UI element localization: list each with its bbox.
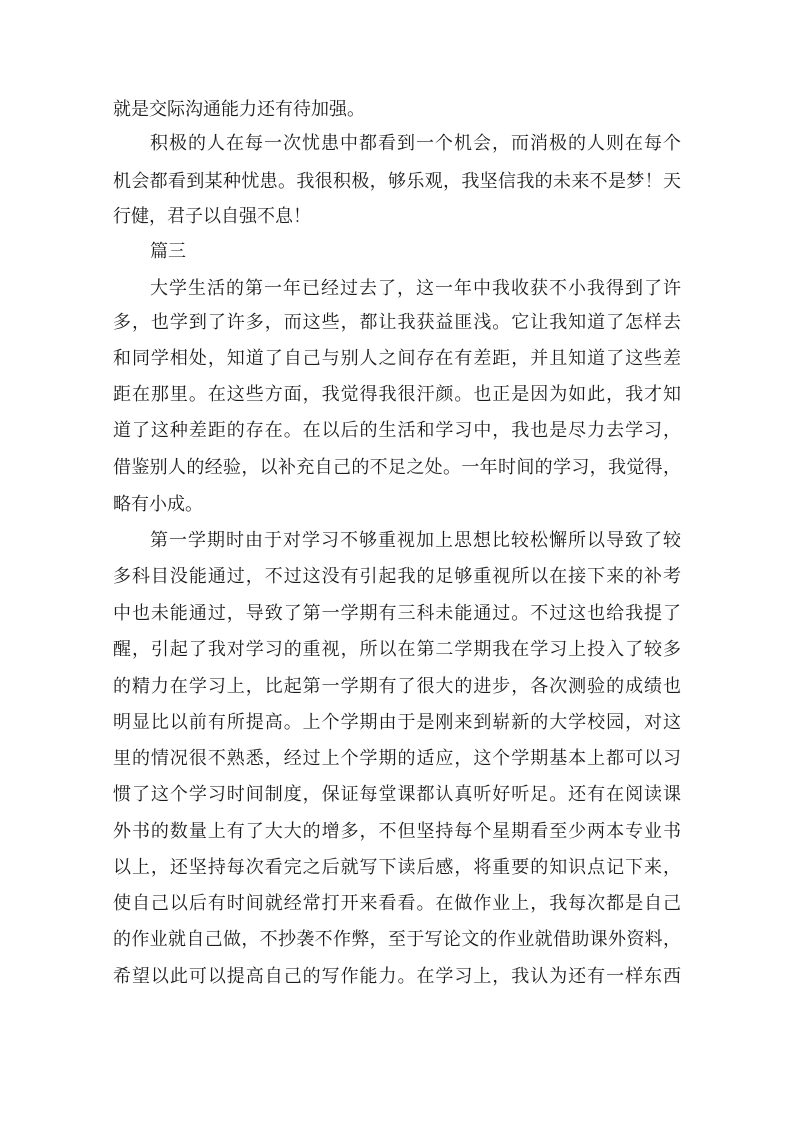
paragraph-first-line: 大学生活的第一年已经过去了，这一年中我收获不小我得到了许 [150,278,681,299]
text-line: 明显比以前有所提高。上个学期由于是刚来到崭新的大学校园，对这 [113,712,681,733]
text-line: 多，也学到了许多，而这些，都让我获益匪浅。它让我知道了怎样去 [113,312,681,333]
text-line: 道了这种差距的存在。在以后的生活和学习中，我也是尽力去学习， [113,420,681,441]
text-line: 使自己以后有时间就经常打开来看看。在做作业上，我每次都是自己 [113,893,681,914]
text-line: 机会都看到某种忧患。我很积极，够乐观，我坚信我的未来不是梦！天 [113,171,681,192]
text-line: 希望以此可以提高自己的写作能力。在学习上，我认为还有一样东西 [113,966,681,987]
text-line: 借鉴别人的经验，以补充自己的不足之处。一年时间的学习，我觉得， [113,457,681,478]
text-line: 略有小成。 [113,494,203,515]
text-line: 中也未能通过，导致了第一学期有三科未能通过。不过这也给我提了 [113,603,681,624]
text-line: 以上，还坚持每次看完之后就写下读后感，将重要的知识点记下来， [113,857,681,878]
text-line: 和同学相处，知道了自己与别人之间存在有差距，并且知道了这些差 [113,348,681,369]
text-line: 外书的数量上有了大大的增多，不但坚持每个星期看至少两本专业书 [113,821,681,842]
text-line: 距在那里。在这些方面，我觉得我很汗颜。也正是因为如此，我才知 [113,384,681,405]
text-line: 醒，引起了我对学习的重视，所以在第二学期我在学习上投入了较多 [113,639,681,660]
text-line: 行健，君子以自强不息！ [113,206,311,227]
text-line: 就是交际沟通能力还有待加强。 [113,99,365,120]
paragraph-first-line: 积极的人在每一次忧患中都看到一个机会，而消极的人则在每个 [150,133,681,154]
section-heading: 篇三 [150,241,186,262]
text-line: 惯了这个学习时间制度，保证每堂课都认真听好听足。还有在阅读课 [113,784,681,805]
text-line: 的作业就自己做，不抄袭不作弊，至于写论文的作业就借助课外资料， [113,929,681,950]
paragraph-first-line: 第一学期时由于对学习不够重视加上思想比较松懈所以导致了较 [150,530,681,551]
text-line: 多科目没能通过，不过这没有引起我的足够重视所以在接下来的补考 [113,566,681,587]
text-line: 的精力在学习上，比起第一学期有了很大的进步，各次测验的成绩也 [113,676,681,697]
text-line: 里的情况很不熟悉，经过上个学期的适应，这个学期基本上都可以习 [113,748,681,769]
